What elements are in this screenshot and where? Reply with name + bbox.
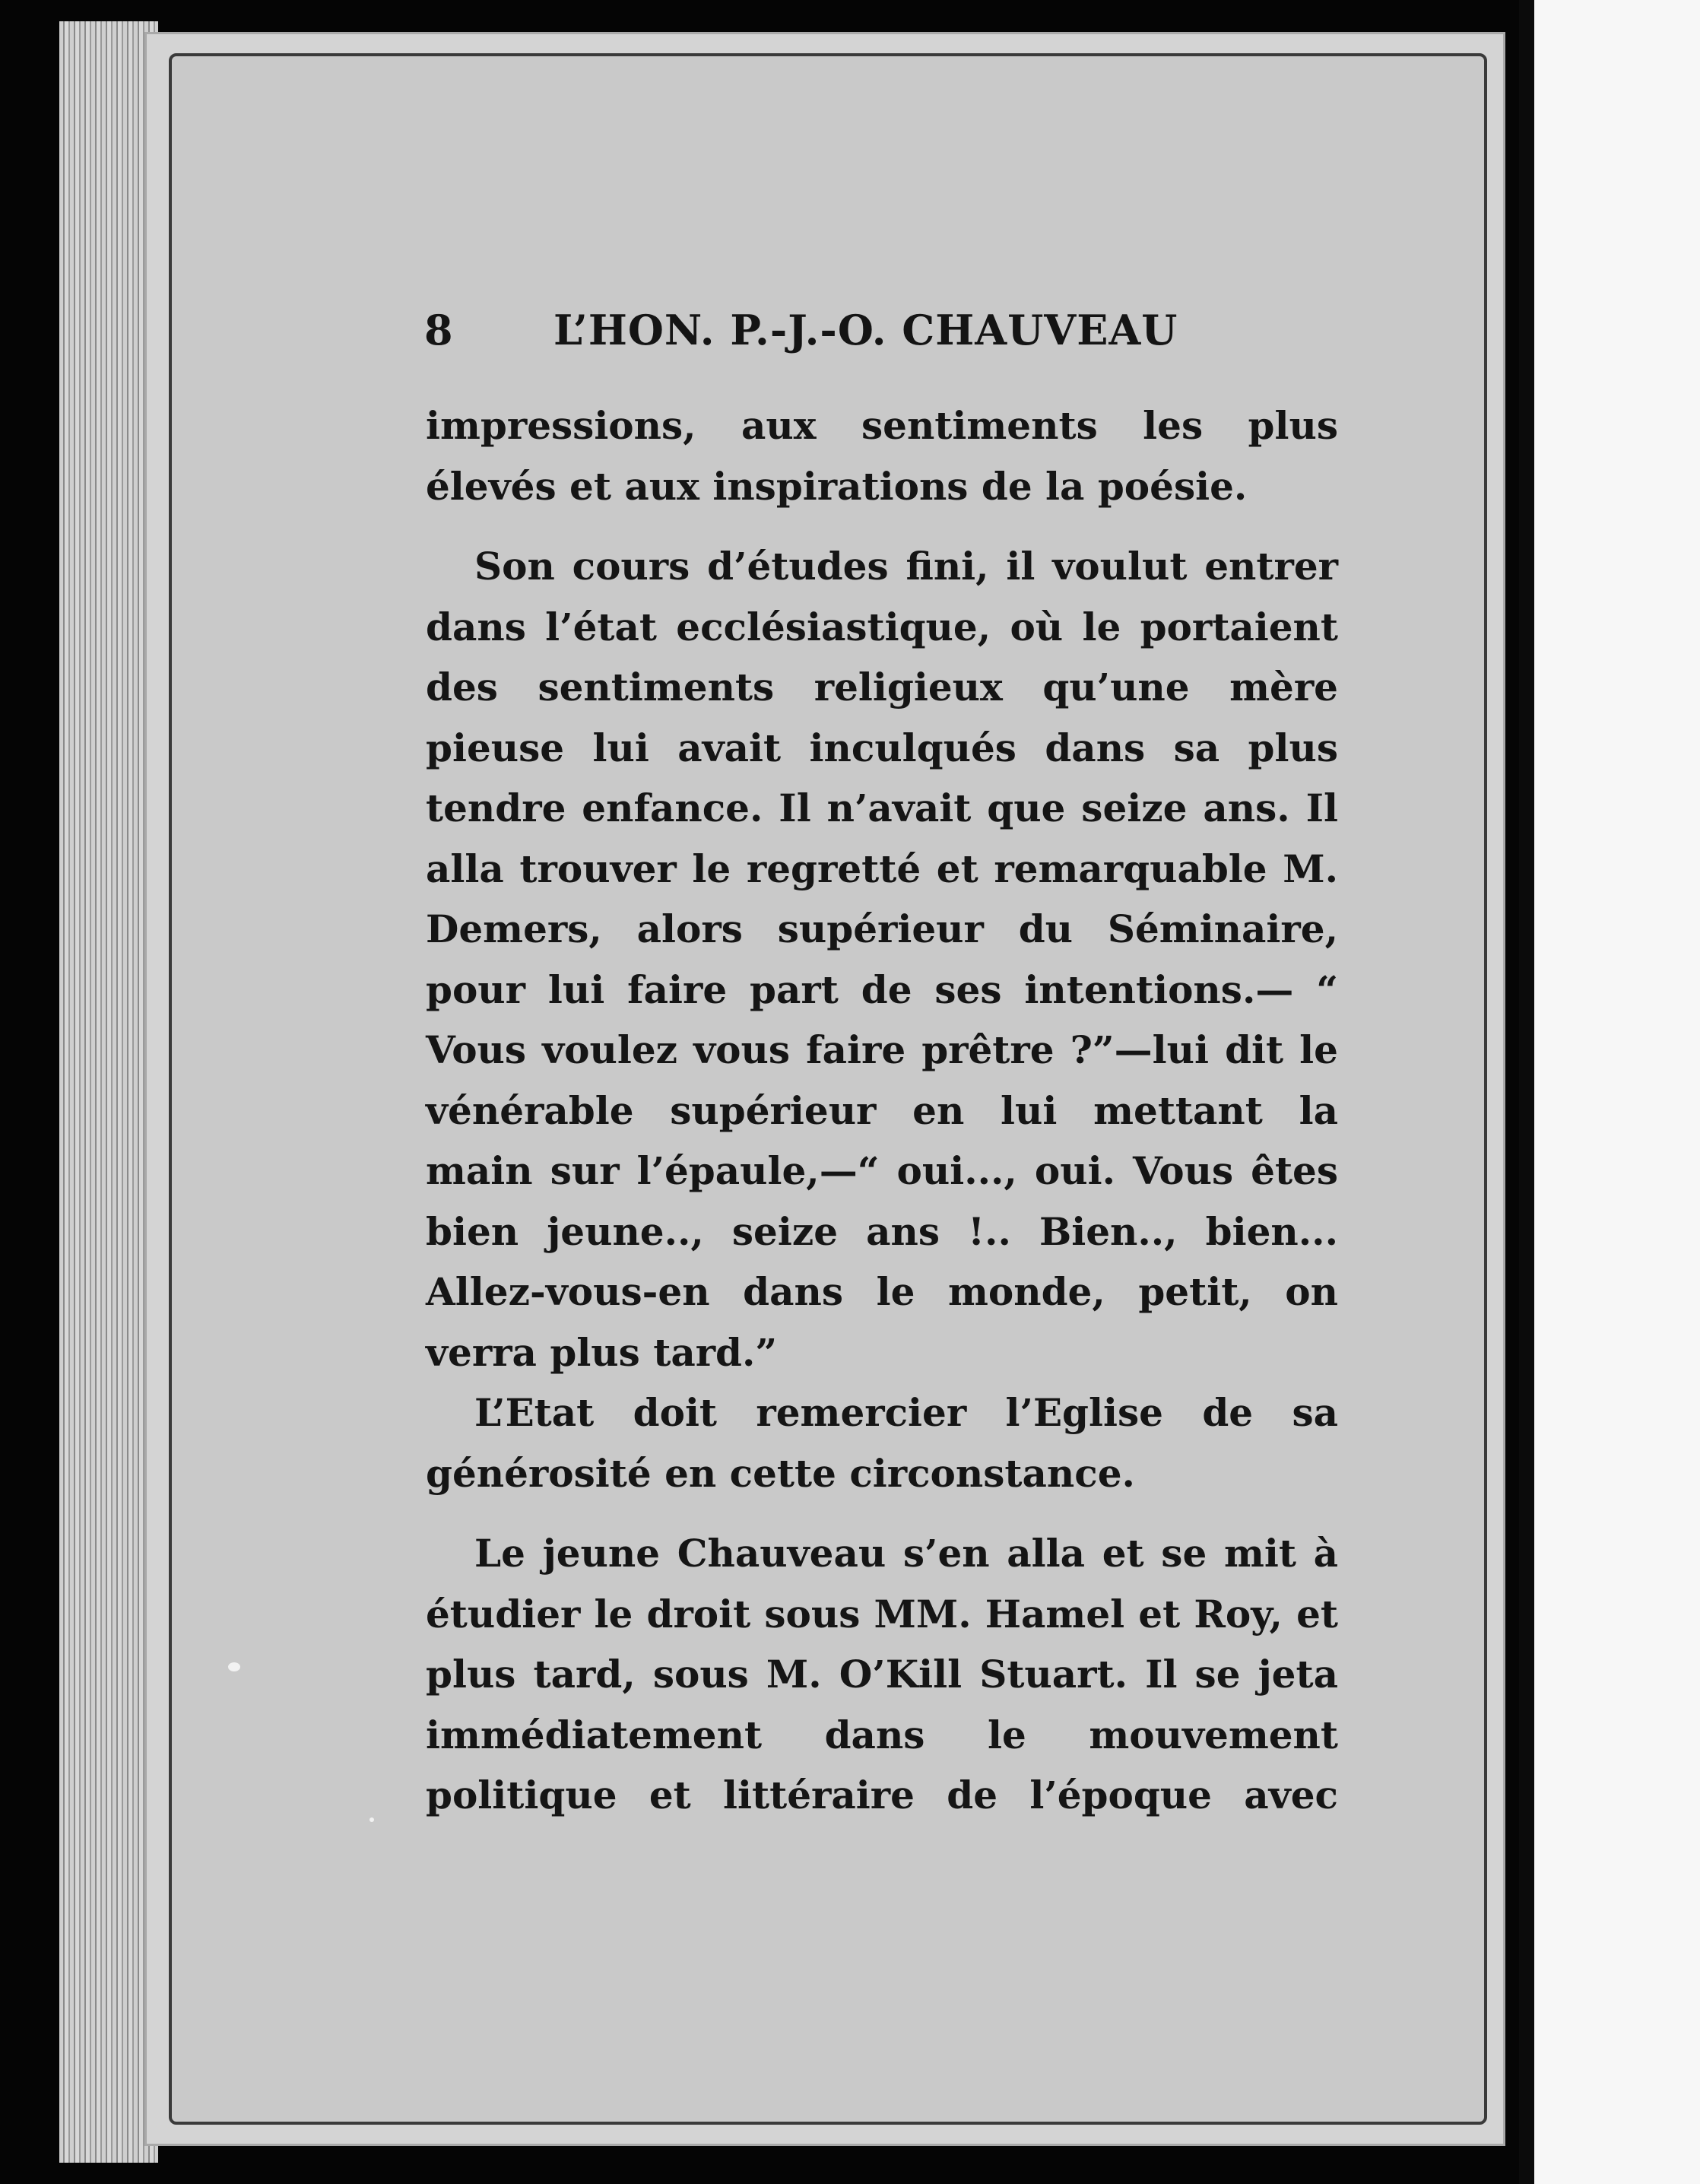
paper-speck (369, 1817, 374, 1822)
paragraph-continuation: impressions, aux sentiments les plus élevés et aux inspirations de la poésie. (426, 403, 1338, 509)
page-number: 8 (424, 306, 453, 354)
paragraph-state-church: L’Etat doit remercier l’Eglise de sa générosité en cette circonstance. (426, 1390, 1338, 1496)
paper-speck (228, 1662, 240, 1671)
page-gutter-shadow (1519, 0, 1534, 2184)
paragraph-studies: Son cours d’études fini, il voulut entrer dans l’état ecclésiastique, où le portaient des sentiments religieux qu’une mère pieuse lui avait inculqués dans sa plus tendre enfance. Il n’avait que seize ans. Il alla trouver le regretté et remarquable M. Demers, alors supérieur du Séminaire, pour lui faire part de ses intentions.— “ Vous voulez vous faire prêtre ?”—lui dit le vénérable supérieur en lui mettant la main sur l’épaule,—“ oui..., oui. Vous êtes bien jeune.., seize ans !.. Bien.., bien... Allez-vous-en dans le monde, petit, on verra plus tard.” (426, 544, 1338, 1375)
running-head: L’HON. P.-J.-O. CHAUVEAU (553, 306, 1178, 354)
page-header (424, 306, 1337, 367)
paragraph-law-studies: Le jeune Chauveau s’en alla et se mit à étudier le droit sous MM. Hamel et Roy, et plus tard, sous M. O’Kill Stuart. Il se jeta immédiatement dans le mouvement politique et littéraire de l’époque avec (426, 1531, 1338, 1817)
page-edges (59, 21, 158, 2163)
body-text (426, 395, 1338, 1826)
facing-page-margin (1519, 0, 1700, 2184)
